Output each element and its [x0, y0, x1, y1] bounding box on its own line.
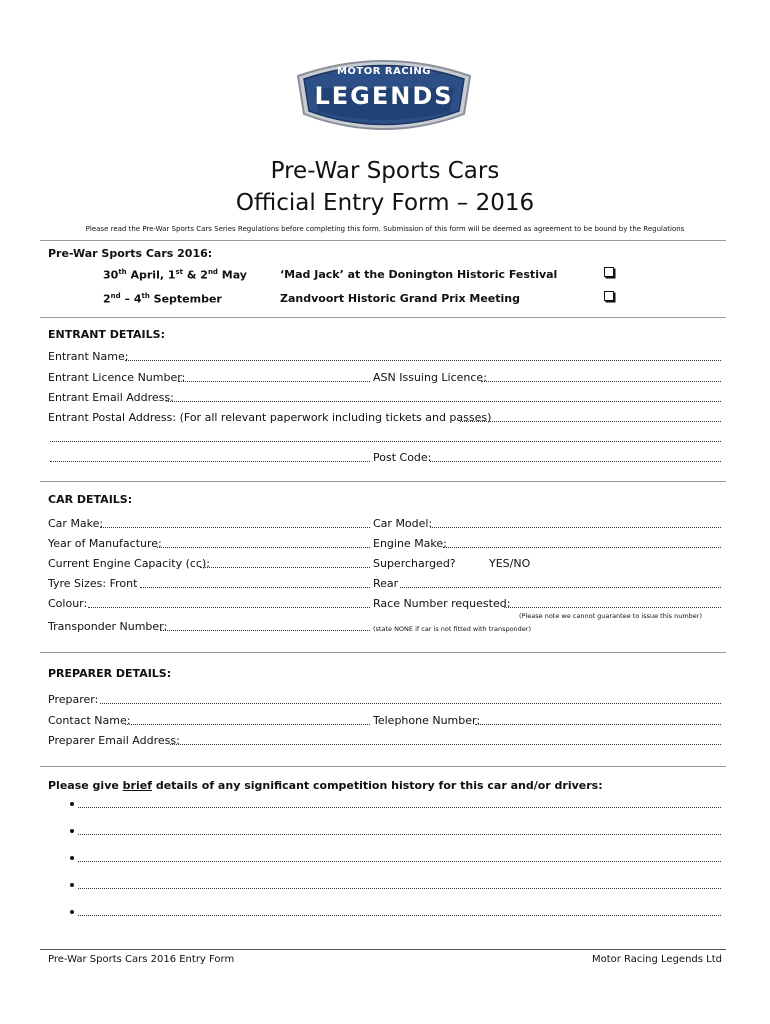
bullet-icon: [70, 802, 74, 806]
asn-licence-label: ASN Issuing Licence:: [373, 371, 487, 384]
supercharged-yesno[interactable]: YES/NO: [489, 557, 531, 570]
history-line[interactable]: [78, 834, 721, 835]
colour-label: Colour:: [48, 597, 88, 610]
divider: [40, 766, 726, 767]
entrant-email-field[interactable]: [166, 401, 721, 402]
preparer-email-field[interactable]: [170, 744, 721, 745]
contact-name-label: Contact Name:: [48, 714, 131, 727]
regulations-notice: Please read the Pre-War Sports Cars Series Regulations before completing this form. Submission of this form will be deemed as agreement to be bound by the Regulations: [85, 225, 685, 233]
event-name-2: Zandvoort Historic Grand Prix Meeting: [280, 292, 520, 305]
footer-left: Pre-War Sports Cars 2016 Entry Form: [48, 954, 235, 965]
bullet-icon: [70, 856, 74, 860]
logo: [284, 52, 484, 136]
preparer-field[interactable]: [100, 703, 721, 704]
car-model-label: Car Model:: [373, 517, 433, 530]
engine-make-field[interactable]: [443, 547, 721, 548]
capacity-label: Current Engine Capacity (cc):: [48, 557, 210, 570]
asn-licence-field[interactable]: [481, 381, 721, 382]
car-make-field[interactable]: [100, 527, 370, 528]
history-line[interactable]: [78, 861, 721, 862]
event-date-2: 2nd – 4th September: [103, 292, 222, 306]
contact-name-field[interactable]: [125, 724, 370, 725]
preparer-label: Preparer:: [48, 693, 99, 706]
entrant-email-label: Entrant Email Address:: [48, 391, 174, 404]
tyre-rear-field[interactable]: [400, 587, 721, 588]
tyre-rear-label: Rear: [373, 577, 399, 590]
telephone-label: Telephone Number:: [373, 714, 481, 727]
history-line[interactable]: [78, 915, 721, 916]
entrant-licence-field[interactable]: [178, 381, 370, 382]
divider: [40, 481, 726, 482]
footer-right: Motor Racing Legends Ltd: [591, 954, 722, 965]
race-number-note: (Please note we cannot guarantee to issue this number): [519, 612, 702, 620]
tyre-front-label: Tyre Sizes: Front: [48, 577, 138, 590]
transponder-field[interactable]: [160, 630, 370, 631]
series-heading: Pre-War Sports Cars 2016:: [48, 247, 213, 260]
entrant-heading: ENTRANT DETAILS:: [48, 328, 165, 341]
race-number-label: Race Number requested:: [373, 597, 511, 610]
entrant-name-label: Entrant Name:: [48, 350, 129, 363]
entrant-postal-label: Entrant Postal Address: (For all relevant paperwork including tickets and passes): [48, 411, 492, 424]
history-line[interactable]: [78, 888, 721, 889]
transponder-label: Transponder Number:: [48, 620, 168, 633]
bullet-icon: [70, 883, 74, 887]
page-title-line2: Official Entry Form – 2016: [235, 190, 535, 216]
entrant-postal-field-line2[interactable]: [50, 441, 721, 442]
event-name-1: ‘Mad Jack’ at the Donington Historic Festival: [280, 268, 558, 281]
logo-line1: MOTOR RACING: [336, 66, 432, 77]
history-line[interactable]: [78, 807, 721, 808]
postcode-label: Post Code:: [373, 451, 432, 464]
entrant-postal-field-line3[interactable]: [50, 461, 370, 462]
logo-line2: LEGENDS: [314, 82, 454, 110]
year-field[interactable]: [157, 547, 370, 548]
telephone-field[interactable]: [475, 724, 721, 725]
bullet-icon: [70, 829, 74, 833]
preparer-email-label: Preparer Email Address:: [48, 734, 180, 747]
colour-field[interactable]: [88, 607, 370, 608]
transponder-note: (state NONE if car is not fitted with transponder): [373, 625, 532, 633]
engine-make-label: Engine Make:: [373, 537, 447, 550]
car-heading: CAR DETAILS:: [48, 493, 133, 506]
entrant-postal-field[interactable]: [460, 421, 721, 422]
event-date-1: 30th April, 1st & 2nd May: [103, 268, 247, 282]
postcode-field[interactable]: [430, 461, 721, 462]
history-heading: Please give brief details of any significant competition history for this car and/or drivers:: [48, 779, 603, 792]
car-model-field[interactable]: [430, 527, 721, 528]
car-make-label: Car Make:: [48, 517, 104, 530]
supercharged-label: Supercharged?: [373, 557, 456, 570]
event-checkbox-1[interactable]: [604, 267, 614, 277]
year-label: Year of Manufacture:: [48, 537, 162, 550]
divider: [40, 240, 726, 241]
entrant-licence-label: Entrant Licence Number:: [48, 371, 186, 384]
preparer-heading: PREPARER DETAILS:: [48, 667, 172, 680]
event-checkbox-2[interactable]: [604, 291, 614, 301]
divider: [40, 317, 726, 318]
tyre-front-field[interactable]: [140, 587, 370, 588]
entrant-name-field[interactable]: [125, 360, 721, 361]
divider: [40, 652, 726, 653]
capacity-field[interactable]: [200, 567, 370, 568]
race-number-field[interactable]: [504, 607, 721, 608]
page-title-line1: Pre-War Sports Cars: [270, 158, 500, 184]
footer-divider: [40, 949, 726, 950]
bullet-icon: [70, 910, 74, 914]
